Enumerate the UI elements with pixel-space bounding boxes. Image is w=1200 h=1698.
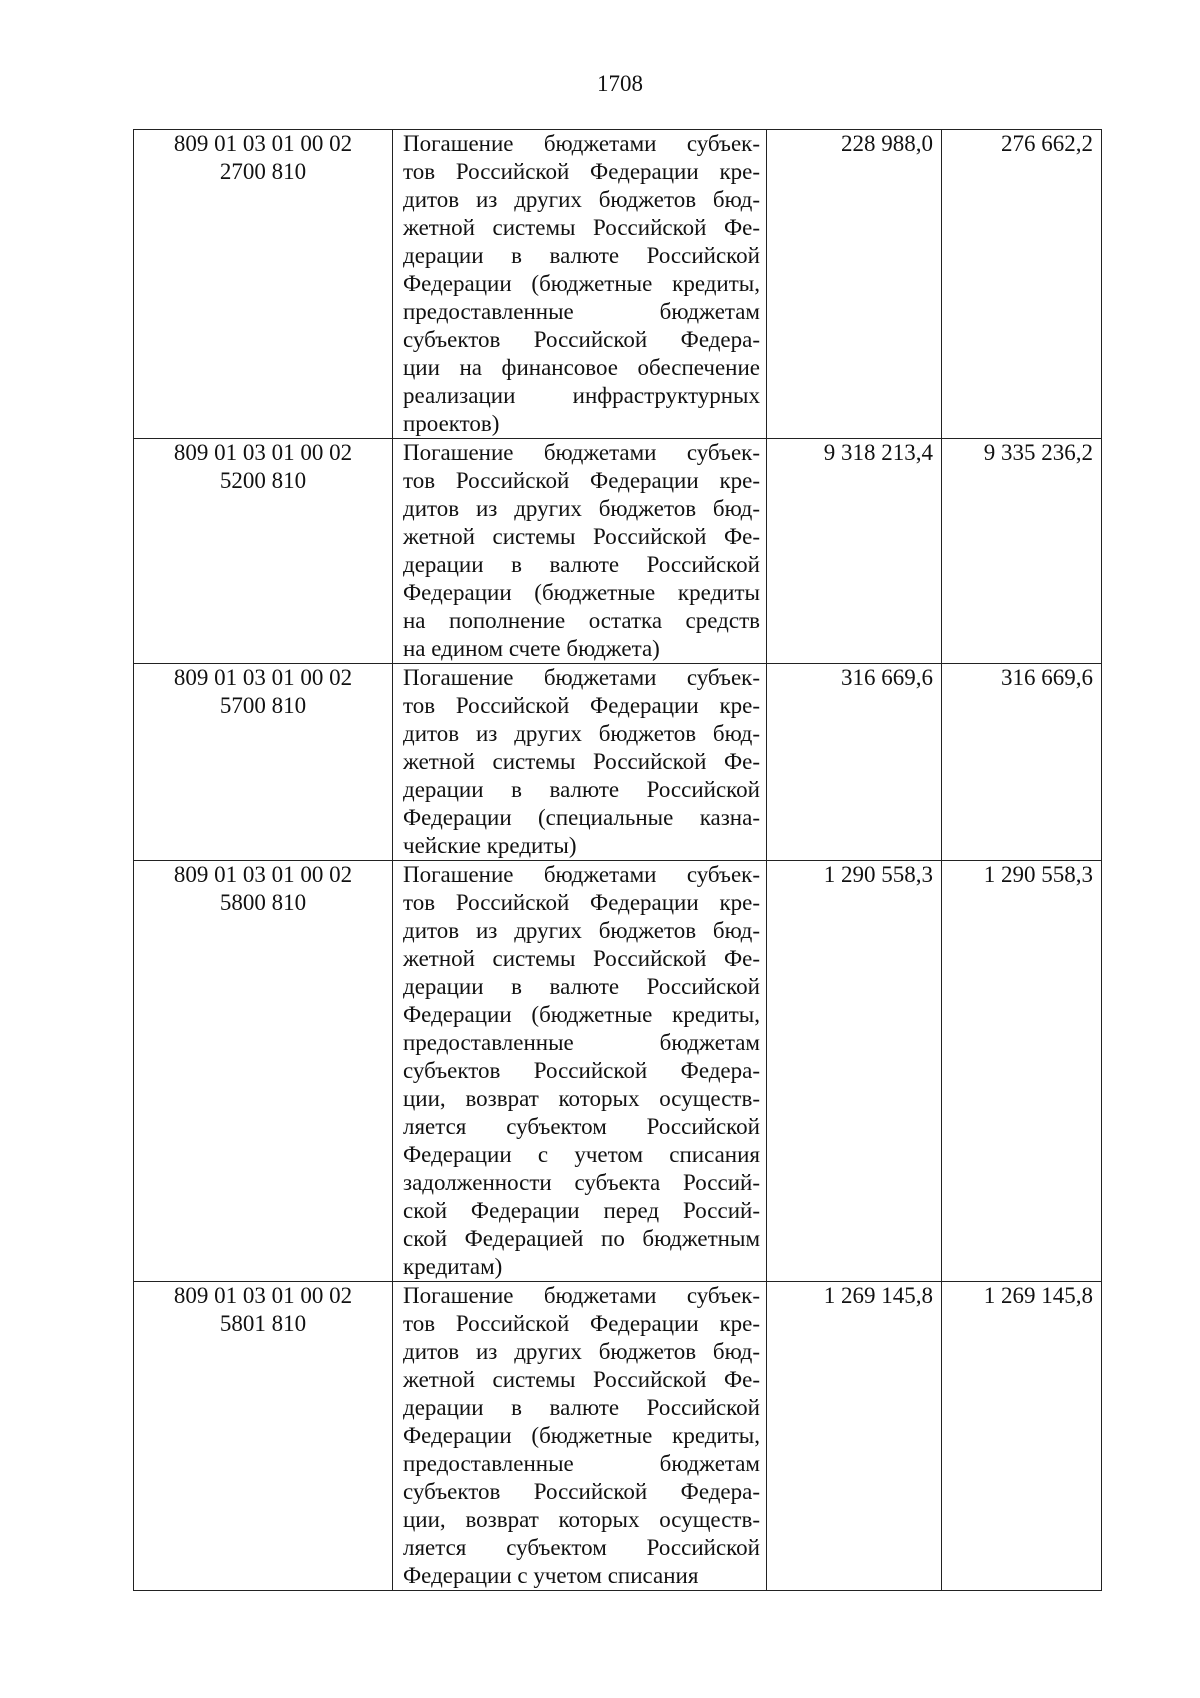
description-line: ляется субъектом Российской	[403, 1535, 760, 1560]
description-line: ской Федерации перед Россий-	[403, 1198, 760, 1223]
description-line: тов Российской Федерации кре-	[403, 468, 760, 493]
description-line: дитов из других бюджетов бюд-	[403, 496, 760, 521]
table-row	[134, 130, 1102, 439]
description-line: Федерации с учетом списания	[403, 1142, 760, 1167]
table-row	[134, 664, 1102, 861]
description-line: Федерации (бюджетные кредиты,	[403, 271, 760, 296]
description-line: жетной системы Российской Фе-	[403, 524, 760, 549]
description-line: субъектов Российской Федера-	[403, 327, 760, 352]
budget-code-cell	[134, 664, 393, 861]
description-line: реализации инфраструктурных	[403, 383, 760, 408]
description-line: проектов)	[403, 411, 500, 436]
description-line: дерации в валюте Российской	[403, 552, 760, 577]
budget-code-cell	[134, 861, 393, 1282]
description-cell	[393, 664, 767, 861]
budget-code-line: 5801 810	[219, 1311, 307, 1336]
budget-code-line: 809 01 03 01 00 02	[173, 665, 353, 690]
description-line: дерации в валюте Российской	[403, 243, 760, 268]
description-line: дитов из других бюджетов бюд-	[403, 187, 760, 212]
description-line: ляется субъектом Российской	[403, 1114, 760, 1139]
description-line: Погашение бюджетами субъек-	[403, 131, 760, 156]
description-line: дерации в валюте Российской	[403, 777, 760, 802]
amount-cell-second: 316 669,6	[942, 664, 1102, 861]
description-line: ции на финансовое обеспечение	[403, 355, 760, 380]
budget-code-cell	[134, 439, 393, 664]
description-line: дитов из других бюджетов бюд-	[403, 1339, 760, 1364]
description-line: Федерации (бюджетные кредиты,	[403, 1002, 760, 1027]
table-row	[134, 861, 1102, 1282]
amount-cell-second: 276 662,2	[942, 130, 1102, 439]
amount-cell-second: 1 290 558,3	[942, 861, 1102, 1282]
description-line: дитов из других бюджетов бюд-	[403, 918, 760, 943]
description-line: Федерации (специальные казна-	[403, 805, 760, 830]
description-line: субъектов Российской Федера-	[403, 1479, 760, 1504]
description-line: Погашение бюджетами субъек-	[403, 862, 760, 887]
description-line: задолженности субъекта Россий-	[403, 1170, 760, 1195]
description-line: тов Российской Федерации кре-	[403, 890, 760, 915]
amount-cell-first: 228 988,0	[767, 130, 942, 439]
description-line: предоставленные бюджетам	[403, 1030, 760, 1055]
budget-code-line: 809 01 03 01 00 02	[173, 862, 353, 887]
budget-code-line: 2700 810	[219, 159, 307, 184]
description-line: чейские кредиты)	[403, 833, 577, 858]
budget-code-line: 809 01 03 01 00 02	[173, 131, 353, 156]
description-line: Федерации (бюджетные кредиты	[403, 580, 760, 605]
budget-table-body	[134, 130, 1102, 1591]
description-line: субъектов Российской Федера-	[403, 1058, 760, 1083]
amount-cell-second: 1 269 145,8	[942, 1282, 1102, 1591]
amount-cell-first: 9 318 213,4	[767, 439, 942, 664]
description-line: кредитам)	[403, 1254, 503, 1279]
amount-cell-first: 316 669,6	[767, 664, 942, 861]
budget-table	[133, 129, 1102, 1591]
description-line: ции, возврат которых осуществ-	[403, 1086, 760, 1111]
budget-code-line: 5700 810	[219, 693, 307, 718]
description-line: дерации в валюте Российской	[403, 974, 760, 999]
description-line: жетной системы Российской Фе-	[403, 749, 760, 774]
description-line: тов Российской Федерации кре-	[403, 159, 760, 184]
budget-code-cell	[134, 1282, 393, 1591]
description-line: жетной системы Российской Фе-	[403, 1367, 760, 1392]
description-line: жетной системы Российской Фе-	[403, 215, 760, 240]
description-cell	[393, 1282, 767, 1591]
amount-cell-first: 1 269 145,8	[767, 1282, 942, 1591]
description-cell	[393, 439, 767, 664]
budget-code-line: 5800 810	[219, 890, 307, 915]
description-line: на пополнение остатка средств	[403, 608, 760, 633]
description-line: тов Российской Федерации кре-	[403, 693, 760, 718]
description-line: предоставленные бюджетам	[403, 299, 760, 324]
table-row	[134, 439, 1102, 664]
description-line: ской Федерацией по бюджетным	[403, 1226, 760, 1251]
description-line: дерации в валюте Российской	[403, 1395, 760, 1420]
description-line: жетной системы Российской Фе-	[403, 946, 760, 971]
description-line: Федерации (бюджетные кредиты,	[403, 1423, 760, 1448]
amount-cell-first: 1 290 558,3	[767, 861, 942, 1282]
page-number: 1708	[597, 71, 643, 96]
description-cell	[393, 861, 767, 1282]
table-row	[134, 1282, 1102, 1591]
budget-code-line: 809 01 03 01 00 02	[173, 1283, 353, 1308]
description-line: на едином счете бюджета)	[403, 636, 660, 661]
description-line: ции, возврат которых осуществ-	[403, 1507, 760, 1532]
amount-cell-second: 9 335 236,2	[942, 439, 1102, 664]
budget-code-cell	[134, 130, 393, 439]
budget-code-line: 5200 810	[219, 468, 307, 493]
description-cell	[393, 130, 767, 439]
budget-code-line: 809 01 03 01 00 02	[173, 440, 353, 465]
description-line: Погашение бюджетами субъек-	[403, 665, 760, 690]
description-line: Федерации с учетом списания	[403, 1563, 699, 1588]
description-line: предоставленные бюджетам	[403, 1451, 760, 1476]
description-line: Погашение бюджетами субъек-	[403, 1283, 760, 1308]
description-line: Погашение бюджетами субъек-	[403, 440, 760, 465]
description-line: тов Российской Федерации кре-	[403, 1311, 760, 1336]
description-line: дитов из других бюджетов бюд-	[403, 721, 760, 746]
